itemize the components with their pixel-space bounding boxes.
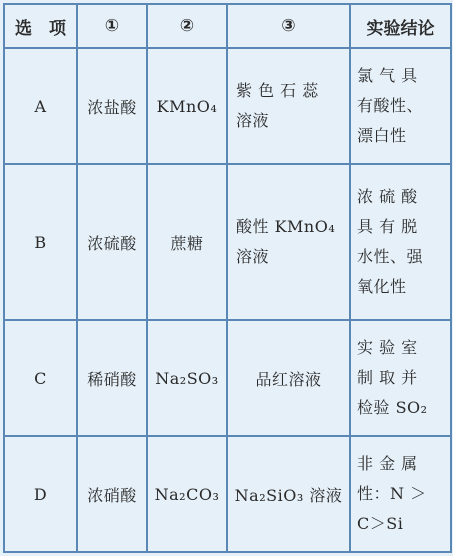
conclusion-cell [350,436,451,552]
reagent-3-text: 品红溶液 [255,369,322,389]
conclusion-text: 浓 硫 酸 具 有 脱 水性、强 氧化性 [357,187,424,296]
experiment-table [3,3,452,553]
option-cell: B [4,164,77,320]
header-row [4,4,451,48]
option-cell: D [4,436,77,552]
reagent-3-text: 紫 色 石 蕊 溶液 [236,81,319,130]
header-option: 选 项 [4,4,77,48]
reagent-3-text: 酸性 KMnO₄ 溶液 [236,217,336,266]
conclusion-cell [350,320,451,436]
reagent-1-cell: 浓硫酸 [77,164,147,320]
conclusion-cell [350,48,451,164]
reagent-2-cell: Na₂CO₃ [147,436,227,552]
header-conclusion: 实验结论 [350,4,451,48]
header-reagent-2: ② [147,4,227,48]
option-cell: C [4,320,77,436]
table-row-b [4,164,451,320]
reagent-2-cell: 蔗糖 [147,164,227,320]
reagent-3-cell [227,320,350,436]
header-reagent-3: ③ [227,4,350,48]
header-reagent-1: ① [77,4,147,48]
conclusion-text: 氯 气 具 有酸性、 漂白性 [357,66,424,145]
table-row-d [4,436,451,552]
experiment-table-container [3,3,450,552]
option-cell: A [4,48,77,164]
reagent-2-cell: KMnO₄ [147,48,227,164]
table-row-a [4,48,451,164]
conclusion-text: 非 金 属 性：N ＞ C＞Si [357,454,427,533]
reagent-2-cell: Na₂SO₃ [147,320,227,436]
reagent-1-cell: 稀硝酸 [77,320,147,436]
reagent-3-cell [227,164,350,320]
reagent-1-cell: 浓盐酸 [77,48,147,164]
reagent-1-cell: 浓硝酸 [77,436,147,552]
conclusion-text: 实 验 室 制 取 并 检验 SO₂ [357,338,428,417]
conclusion-cell [350,164,451,320]
reagent-3-text: Na₂SiO₃ 溶液 [234,485,343,505]
reagent-3-cell [227,436,350,552]
reagent-3-cell [227,48,350,164]
table-row-c [4,320,451,436]
